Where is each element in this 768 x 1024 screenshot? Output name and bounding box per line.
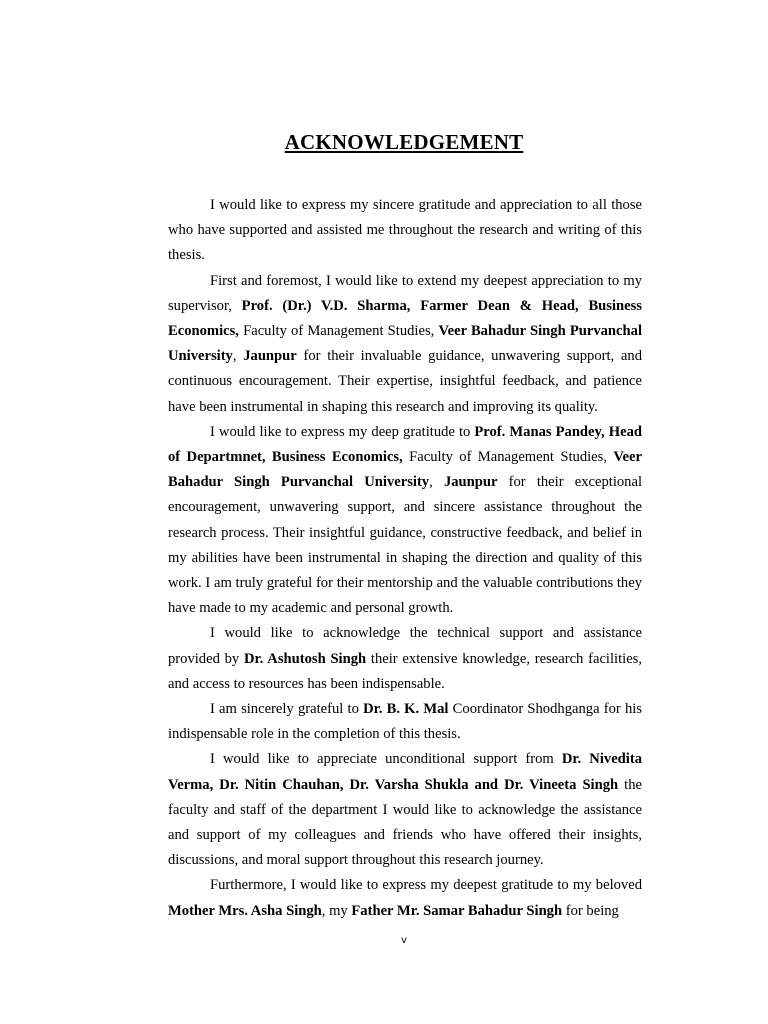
text-run: , xyxy=(429,474,444,491)
paragraph xyxy=(168,697,642,747)
bold-text-run: Dr. Ashutosh Singh xyxy=(244,650,367,667)
text-run: I would like to express my deep gratitude to xyxy=(210,423,475,440)
text-run: , xyxy=(232,348,244,365)
text-run: Faculty of Management Studies, xyxy=(402,449,614,466)
text-run: for their invaluable guidance, unwavering support, and continuous encouragement. Their expertise, insightful feedback, and patience have been instrumental in shaping this research and improving its quality. xyxy=(168,348,642,415)
paragraph xyxy=(168,873,642,923)
text-run: for their exceptional encouragement, unwavering support, and sincere assistance throughout the research process. Their insightful guidance, constructive feedback, and belief in my abilities have been instrumental in shaping the direction and quality of this work. I am truly grateful for their mentorship and the valuable contributions they have made to my academic and personal growth. xyxy=(168,474,643,617)
acknowledgement-body xyxy=(168,193,642,924)
page-number: v xyxy=(401,935,407,946)
bold-text-run: Prof. (Dr.) V.D. Sharma, Farmer Dean & Head, Business Economics, xyxy=(168,297,642,340)
bold-text-run: Prof. Manas Pandey, Head of Departmnet, Business Economics, xyxy=(168,423,642,466)
bold-text-run: Veer Bahadur Singh Purvanchal University xyxy=(168,323,642,365)
paragraph xyxy=(168,420,642,622)
text-run: , my xyxy=(321,902,352,919)
paragraph xyxy=(168,747,642,873)
bold-text-run: Dr. B. K. Mal xyxy=(363,701,449,718)
paragraph xyxy=(168,193,642,269)
text-run: I am sincerely grateful to xyxy=(210,701,364,718)
paragraph xyxy=(168,621,642,697)
bold-text-run: Veer Bahadur Singh Purvanchal University xyxy=(168,449,642,491)
text-run: the faculty and staff of the department I would like to acknowledge the assistance and support of my colleagues and friends who have offered their insights, discussions, and moral support throughout this research journey. xyxy=(168,776,643,869)
text-run: I would like to express my sincere gratitude and appreciation to all those who have supported and assisted me throughout the research and writing of this thesis. xyxy=(168,197,642,264)
text-run: I would like to appreciate unconditional support from xyxy=(210,751,562,768)
text-run: Furthermore, I would like to express my deepest gratitude to my beloved xyxy=(210,877,642,894)
bold-text-run: Mother Mrs. Asha Singh xyxy=(168,902,322,919)
bold-text-run: Jaunpur xyxy=(443,474,498,491)
text-run: Coordinator Shodhganga for his indispensable role in the completion of this thesis. xyxy=(168,701,642,743)
bold-text-run: Jaunpur xyxy=(243,348,297,365)
text-run: Faculty of Management Studies, xyxy=(238,323,439,340)
paragraph xyxy=(168,269,642,420)
text-run: their extensive knowledge, research facilities, and access to resources has been indispensable. xyxy=(168,650,642,692)
bold-text-run: Father Mr. Samar Bahadur Singh xyxy=(351,902,563,919)
page-title: ACKNOWLEDGEMENT xyxy=(284,130,524,154)
text-run: I would like to acknowledge the technical support and assistance provided by xyxy=(168,625,642,667)
bold-text-run: Dr. Nivedita Verma, Dr. Nitin Chauhan, Dr. Varsha Shukla and Dr. Vineeta Singh xyxy=(168,751,642,793)
text-run: First and foremost, I would like to extend my deepest appreciation to my supervisor, xyxy=(168,272,642,314)
text-run: for being xyxy=(562,902,619,919)
